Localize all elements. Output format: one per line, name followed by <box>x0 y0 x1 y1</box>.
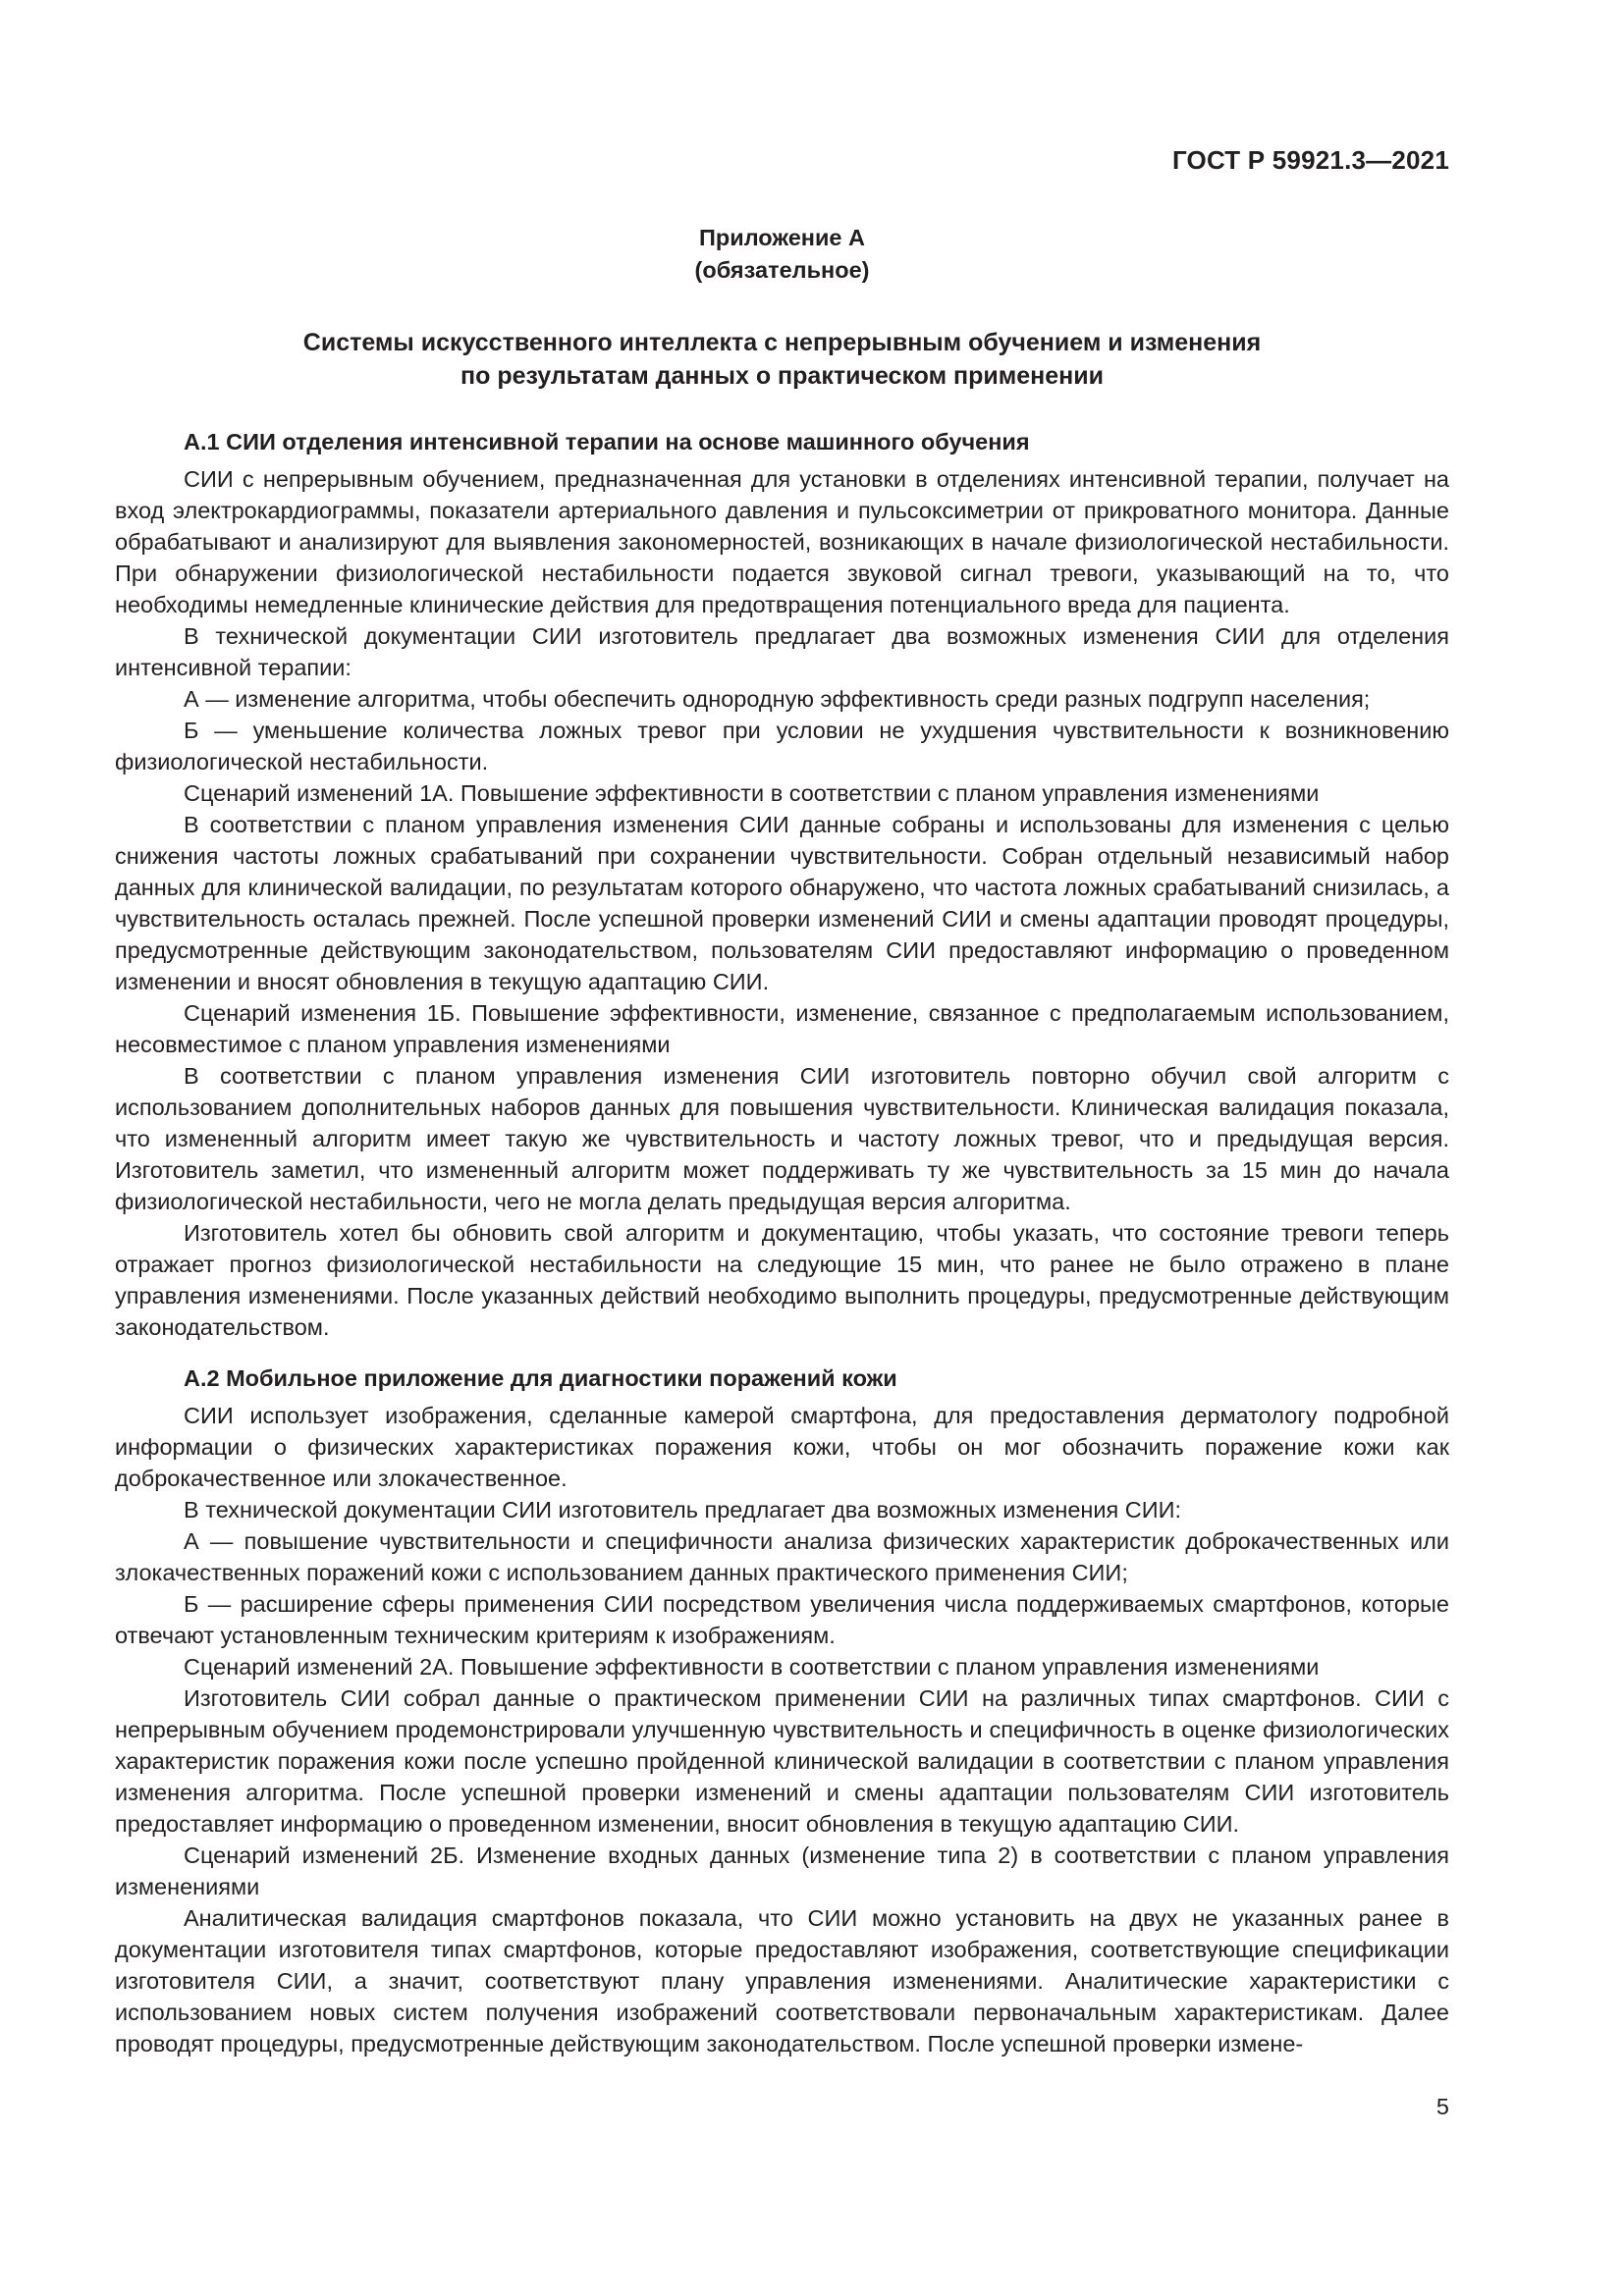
section-1-list-item-b: Б — уменьшение количества ложных тревог при условии не ухудшения чувствительности к возникновению физиологической нестабильности. <box>115 718 1449 774</box>
scenario-2b-body: Аналитическая валидация смартфонов показала, что СИИ можно установить на двух не указанных ранее в документации изготовителя типах смартфонов, которые предоставляют изображения, соответствующие спецификации изготовителя СИИ, а значит, соответствуют плану управления изменениями. Аналитические характеристики с использованием новых систем получения изображений соответствовали первоначальным характеристикам. Далее проводят процедуры, предусмотренные действующим законодательством. После успешной проверки измене- <box>115 1905 1449 2056</box>
scenario-2a-title: Сценарий изменений 2А. Повышение эффективности в соответствии с планом управления изменениями <box>184 1654 1320 1680</box>
annex-main-title <box>115 326 1449 393</box>
section-2-heading: А.2 Мобильное приложение для диагностики поражений кожи <box>184 1365 897 1391</box>
scenario-1b-body-2: Изготовитель хотел бы обновить свой алгоритм и документацию, чтобы указать, что состояние тревоги теперь отражает прогноз физиологической нестабильности на следующие 15 мин, что ранее не было отражено в плане управления изменениями. После указанных действий необходимо выполнить процедуры, предусмотренные действующим законодательством. <box>115 1220 1449 1340</box>
annex-kind: (обязательное) <box>694 257 870 283</box>
section-1-paragraph-2: В технической документации СИИ изготовитель предлагает два возможных изменения СИИ для отделения интенсивной терапии: <box>115 623 1449 680</box>
scenario-1a-body: В соответствии с планом управления изменения СИИ данные собраны и использованы для изменения с целью снижения частоты ложных срабатываний при сохранении чувствительности. Собран отдельный независимый набор данных для клинической валидации, по результатам которого обнаружено, что частота ложных срабатываний снизилась, а чувствительность осталась прежней. После успешной проверки изменений СИИ и смены адаптации проводят процедуры, предусмотренные действующим законодательством, пользователям СИИ предоставляют информацию о проведенном изменении и вносят обновления в текущую адаптацию СИИ. <box>115 812 1449 994</box>
document-code: ГОСТ Р 59921.3—2021 <box>1171 145 1449 175</box>
scenario-1a-title: Сценарий изменений 1А. Повышение эффективности в соответствии с планом управления изменениями <box>184 780 1320 806</box>
section-2-paragraph-2: В технической документации СИИ изготовитель предлагает два возможных изменения СИИ: <box>184 1497 1182 1522</box>
section-1-list-item-a: А — изменение алгоритма, чтобы обеспечить однородную эффективность среди разных подгрупп населения; <box>184 686 1371 712</box>
page-content <box>115 222 1449 2059</box>
page-number: 5 <box>1435 2094 1449 2119</box>
section-2-list-item-a: А — повышение чувствительности и специфичности анализа физических характеристик доброкачественных или злокачественных поражений кожи с использованием данных практического применения СИИ; <box>115 1528 1449 1585</box>
section-1-heading: А.1 СИИ отделения интенсивной терапии на основе машинного обучения <box>184 429 1030 454</box>
annex-title: Приложение А <box>699 225 865 250</box>
section-1-paragraph-1: СИИ с непрерывным обучением, предназначенная для установки в отделениях интенсивной терапии, получает на вход электрокардиограммы, показатели артериального давления и пульсоксиметрии от прикроватного монитора. Данные обрабатывают и анализируют для выявления закономерностей, возникающих в начале физиологической нестабильности. При обнаружении физиологической нестабильности подается звуковой сигнал тревоги, указывающий на то, что необходимы немедленные клинические действия для предотвращения потенциального вреда для пациента. <box>115 466 1449 617</box>
scenario-2b-title: Сценарий изменений 2Б. Изменение входных данных (изменение типа 2) в соответствии с планом управления изменениями <box>115 1842 1449 1899</box>
scenario-1b-body-1: В соответствии с планом управления изменения СИИ изготовитель повторно обучил свой алгоритм с использованием дополнительных наборов данных для повышения чувствительности. Клиническая валидация показала, что измененный алгоритм имеет такую же чувствительность и частоту ложных тревог, что и предыдущая версия. Изготовитель заметил, что измененный алгоритм может поддерживать ту же чувствительность за 15 мин до начала физиологической нестабильности, чего не могла делать предыдущая версия алгоритма. <box>115 1063 1449 1214</box>
annex-main-title-line-1: Системы искусственного интеллекта с непрерывным обучением и изменения <box>302 329 1262 356</box>
section-2-paragraph-1: СИИ использует изображения, сделанные камерой смартфона, для предоставления дерматологу подробной информации о физических характеристиках поражения кожи, чтобы он мог обозначить поражение кожи как доброкачественное или злокачественное. <box>115 1403 1449 1491</box>
scenario-1b-title: Сценарий изменения 1Б. Повышение эффективности, изменение, связанное с предполагаемым использованием, несовместимое с планом управления изменениями <box>115 1000 1449 1057</box>
annex-main-title-line-2: по результатам данных о практическом применении <box>460 362 1104 390</box>
section-2-list-item-b: Б — расширение сферы применения СИИ посредством увеличения числа поддерживаемых смартфонов, которые отвечают установленным техническим критериям к изображениям. <box>115 1591 1449 1648</box>
scenario-2a-body: Изготовитель СИИ собрал данные о практическом применении СИИ на различных типах смартфонов. СИИ с непрерывным обучением продемонстрировали улучшенную чувствительность и специфичность в оценке физиологических характеристик поражения кожи после успешно пройденной клинической валидации в соответствии с планом управления изменения алгоритма. После успешной проверки изменений и смены адаптации пользователям СИИ изготовитель предоставляет информацию о проведенном изменении, вносит обновления в текущую адаптацию СИИ. <box>115 1685 1449 1837</box>
